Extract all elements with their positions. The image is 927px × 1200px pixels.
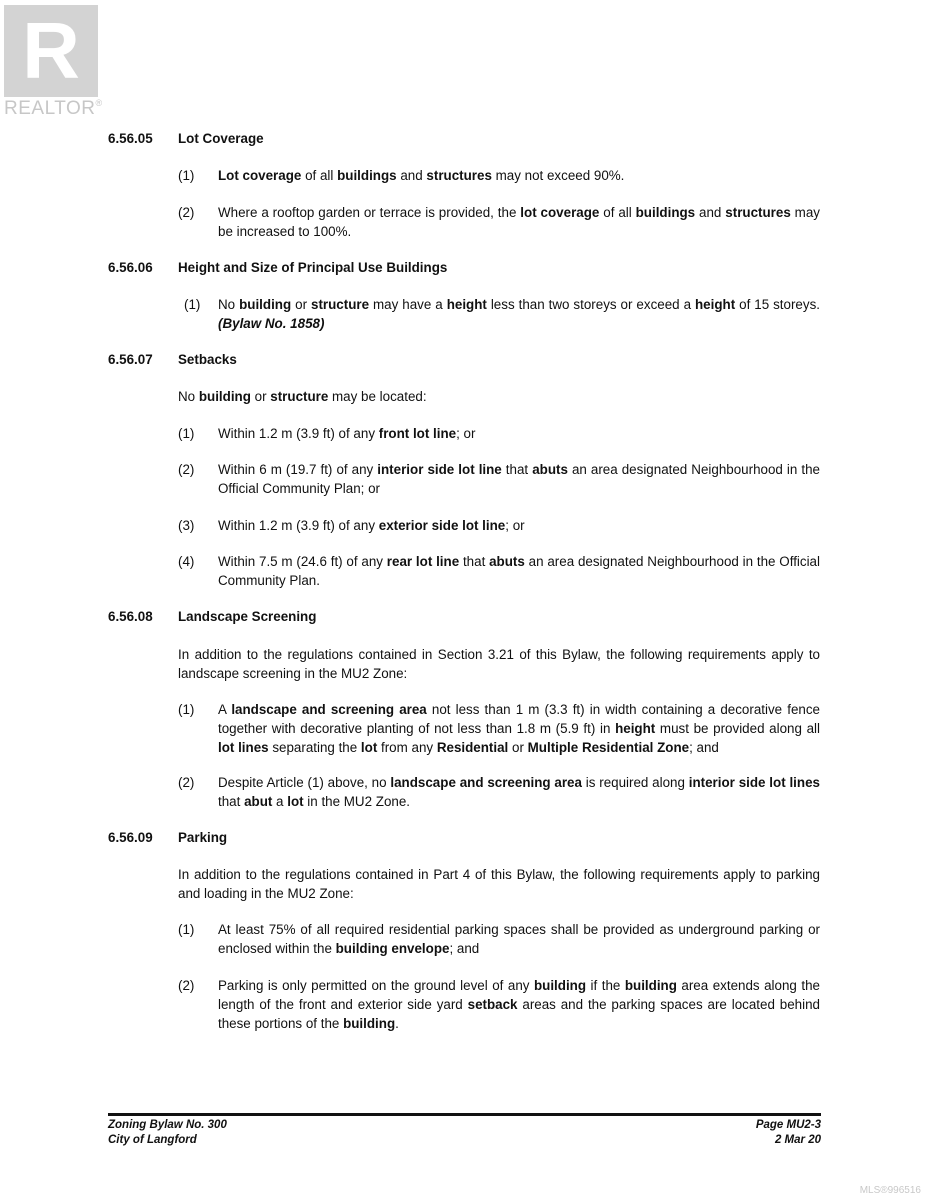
parking-intro: In addition to the regulations contained in Part 4 of this Bylaw, the following requirements apply to parking and loading in the MU2 Zone:	[178, 867, 820, 901]
setbacks-item-3	[178, 516, 820, 535]
item-text: Parking is only permitted on the ground level of any building if the building area extends along the length of the front and exterior side yard setback areas and the parking spaces are located behind these portions of the building.	[218, 978, 820, 1031]
setbacks-item-4	[178, 552, 820, 590]
realtor-logo	[4, 5, 108, 120]
parking-item-2	[178, 976, 820, 1033]
realtor-logo-mark	[4, 5, 98, 97]
section-heading-6-56-06	[108, 258, 447, 277]
lot-coverage-item-1	[178, 166, 820, 185]
section-number: 6.56.06	[108, 260, 153, 275]
item-text: A landscape and screening area not less than 1 m (3.3 ft) in width containing a decorative fence together with decorative planting of not less than 1.8 m (5.9 ft) in height must be provided along all lot lines separating the lot from any Residential or Multiple Residential Zone; and	[218, 702, 820, 755]
realtor-logo-letter: R	[22, 6, 80, 95]
item-label: (2)	[178, 978, 195, 993]
setbacks-intro: No building or structure may be located:	[178, 389, 427, 404]
landscape-item-1	[178, 700, 820, 757]
section-number: 6.56.09	[108, 830, 153, 845]
item-text: Within 6 m (19.7 ft) of any interior side lot line that abuts an area designated Neighbourhood in the Official Community Plan; or	[218, 462, 820, 496]
realtor-logo-text: REALTOR	[4, 98, 96, 119]
item-text: Within 7.5 m (24.6 ft) of any rear lot line that abuts an area designated Neighbourhood in the Official Community Plan.	[218, 554, 820, 588]
item-label: (3)	[178, 518, 195, 533]
item-text: Lot coverage of all buildings and structures may not exceed 90%.	[218, 168, 625, 183]
section-heading-6-56-07	[108, 350, 237, 369]
item-text: Despite Article (1) above, no landscape and screening area is required along interior side lot lines that abut a lot in the MU2 Zone.	[218, 775, 820, 809]
item-label: (1)	[184, 297, 201, 312]
section-heading-6-56-09	[108, 828, 227, 847]
item-text: Within 1.2 m (3.9 ft) of any exterior side lot line; or	[218, 518, 525, 533]
section-heading-6-56-08	[108, 607, 316, 626]
setbacks-item-2	[178, 460, 820, 498]
footer-rule	[108, 1113, 821, 1116]
item-label: (4)	[178, 554, 195, 569]
mls-watermark: MLS®996516	[859, 1185, 921, 1196]
landscape-intro: In addition to the regulations contained in Section 3.21 of this Bylaw, the following requirements apply to landscape screening in the MU2 Zone:	[178, 647, 820, 681]
item-text: No building or structure may have a height less than two storeys or exceed a height of 15 storeys. (Bylaw No. 1858)	[218, 297, 820, 331]
section-number: 6.56.05	[108, 131, 153, 146]
landscape-item-2	[178, 773, 820, 811]
item-label: (1)	[178, 426, 195, 441]
item-text: Within 1.2 m (3.9 ft) of any front lot line; or	[218, 426, 476, 441]
footer-right	[756, 1118, 821, 1148]
section-number: 6.56.07	[108, 352, 153, 367]
footer-bylaw-name: Zoning Bylaw No. 300	[108, 1119, 227, 1131]
lot-coverage-item-2	[178, 203, 820, 241]
realtor-logo-registered: ®	[95, 98, 103, 108]
parking-item-1	[178, 920, 820, 958]
section-heading-6-56-05	[108, 129, 264, 148]
item-text: Where a rooftop garden or terrace is provided, the lot coverage of all buildings and structures may be increased to 100%.	[218, 205, 820, 239]
section-number: 6.56.08	[108, 609, 153, 624]
footer-city: City of Langford	[108, 1134, 197, 1146]
item-label: (1)	[178, 168, 195, 183]
section-title: Lot Coverage	[178, 131, 264, 146]
item-label: (1)	[178, 922, 195, 937]
realtor-logo-word	[4, 98, 108, 120]
section-title: Landscape Screening	[178, 609, 317, 624]
footer-left	[108, 1118, 227, 1148]
section-title: Parking	[178, 830, 228, 845]
height-item-1	[184, 295, 820, 333]
item-label: (2)	[178, 205, 195, 220]
item-label: (2)	[178, 775, 195, 790]
item-text: At least 75% of all required residential parking spaces shall be provided as underground parking or enclosed within the building envelope; and	[218, 922, 820, 956]
section-title: Setbacks	[178, 352, 237, 367]
item-label: (2)	[178, 462, 195, 477]
setbacks-item-1	[178, 424, 820, 443]
item-label: (1)	[178, 702, 195, 717]
footer-page-number: Page MU2-3	[755, 1119, 821, 1131]
section-title: Height and Size of Principal Use Buildings	[178, 260, 448, 275]
footer-date: 2 Mar 20	[774, 1134, 821, 1146]
